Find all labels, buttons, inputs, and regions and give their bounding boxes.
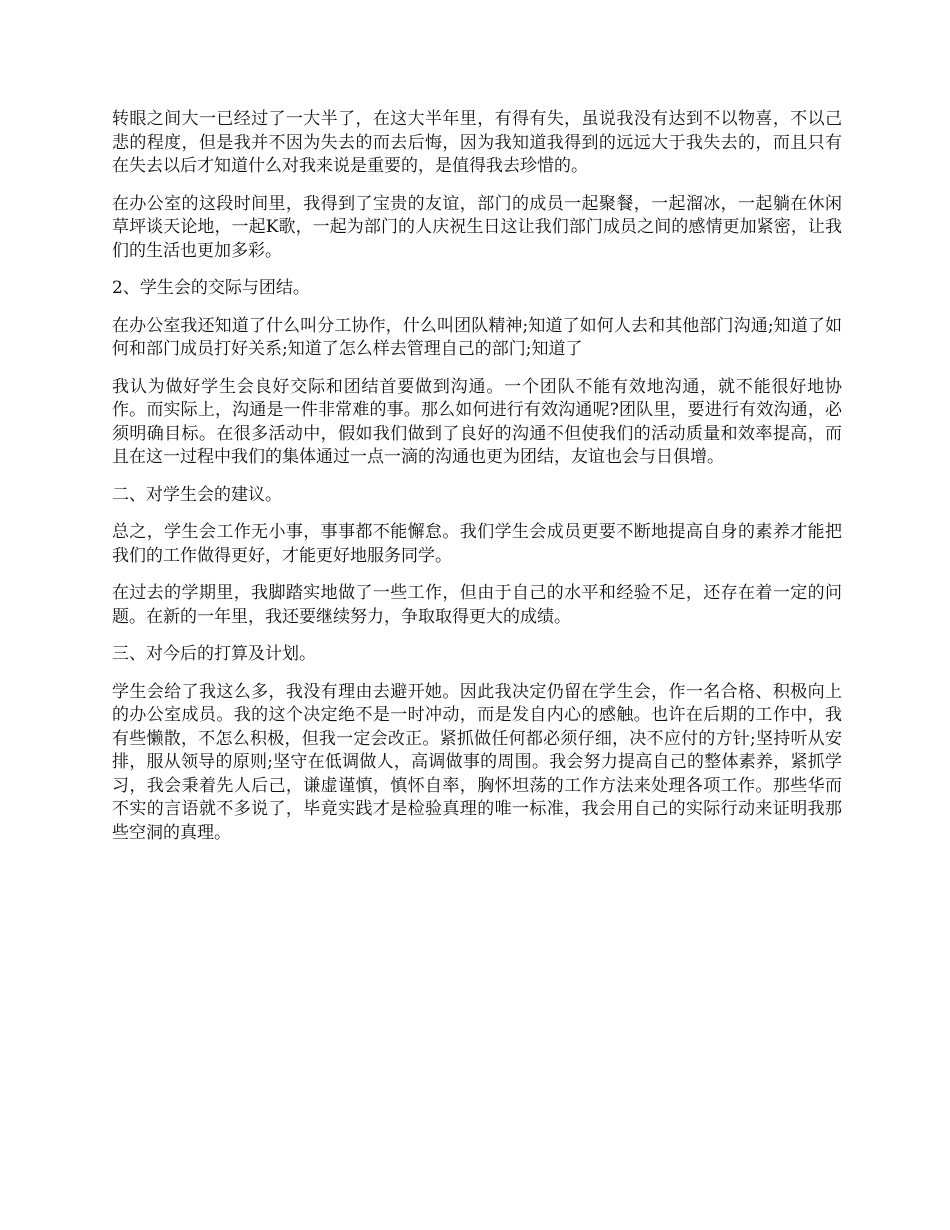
paragraph-intro: 转眼之间大一已经过了一大半了，在这大半年里，有得有失，虽说我没有达到不以物喜，不以己悲的程度，但是我并不因为失去的而去后悔，因为我知道我得到的远远大于我失去的，而且只有在失去以后才知道什么对我来说是重要的，是值得我去珍惜的。 <box>112 109 842 176</box>
paragraph-past-semester: 在过去的学期里，我脚踏实地做了一些工作，但由于自己的水平和经验不足，还存在着一定的问题。在新的一年里，我还要继续努力，争取取得更大的成绩。 <box>112 583 842 627</box>
document-body <box>112 108 842 859</box>
section-heading-suggestions: 二、对学生会的建议。 <box>112 484 282 505</box>
paragraph-friendship: 在办公室的这段时间里，我得到了宝贵的友谊，部门的成员一起聚餐，一起溜冰，一起躺在休闲草坪谈天论地，一起K歌，一起为部门的人庆祝生日这让我们部门成员之间的感情更加紧密，让我们的生活也更加多彩。 <box>112 193 842 261</box>
paragraph-future-plans: 学生会给了我这么多，我没有理由去避开她。因此我决定仍留在学生会，作一名合格、积极向上的办公室成员。我的这个决定绝不是一时冲动，而是发自内心的感触。也许在后期的工作中，我有些懒散，不怎么积极，但我一定会改正。紧抓做任何都必须仔细，决不应付的方针;坚持听从安排，服从领导的原则;坚守在低调做人，高调做事的周围。我会努力提高自己的整体素养，紧抓学习，我会秉着先人后己，谦虚谨慎，慎怀自率，胸怀坦荡的工作方法来处理各项工作。那些华而不实的言语就不多说了，毕竟实践才是检验真理的唯一标准，我会用自己的实际行动来证明我那些空洞的真理。 <box>112 681 842 843</box>
section-heading-communication: 2、学生会的交际与团结。 <box>112 278 310 298</box>
paragraph-summary: 总之，学生会工作无小事，事事都不能懈怠。我们学生会成员更要不断地提高自身的素养才能把我们的工作做得更好，才能更好地服务同学。 <box>112 522 842 566</box>
section-heading-plans: 三、对今后的打算及计划。 <box>112 644 316 664</box>
paragraph-teamwork: 在办公室我还知道了什么叫分工协作，什么叫团队精神;知道了如何人去和其他部门沟通;知道了如何和部门成员打好关系;知道了怎么样去管理自己的部门;知道了 <box>112 315 842 359</box>
paragraph-communication: 我认为做好学生会良好交际和团结首要做到沟通。一个团队不能有效地沟通，就不能很好地协作。而实际上，沟通是一件非常难的事。那么如何进行有效沟通呢?团队里，要进行有效沟通，必须明确目标。在很多活动中，假如我们做到了良好的沟通不但使我们的活动质量和效率提高，而且在这一过程中我们的集体通过一点一滴的沟通也更为团结，友谊也会与日俱增。 <box>112 376 842 467</box>
